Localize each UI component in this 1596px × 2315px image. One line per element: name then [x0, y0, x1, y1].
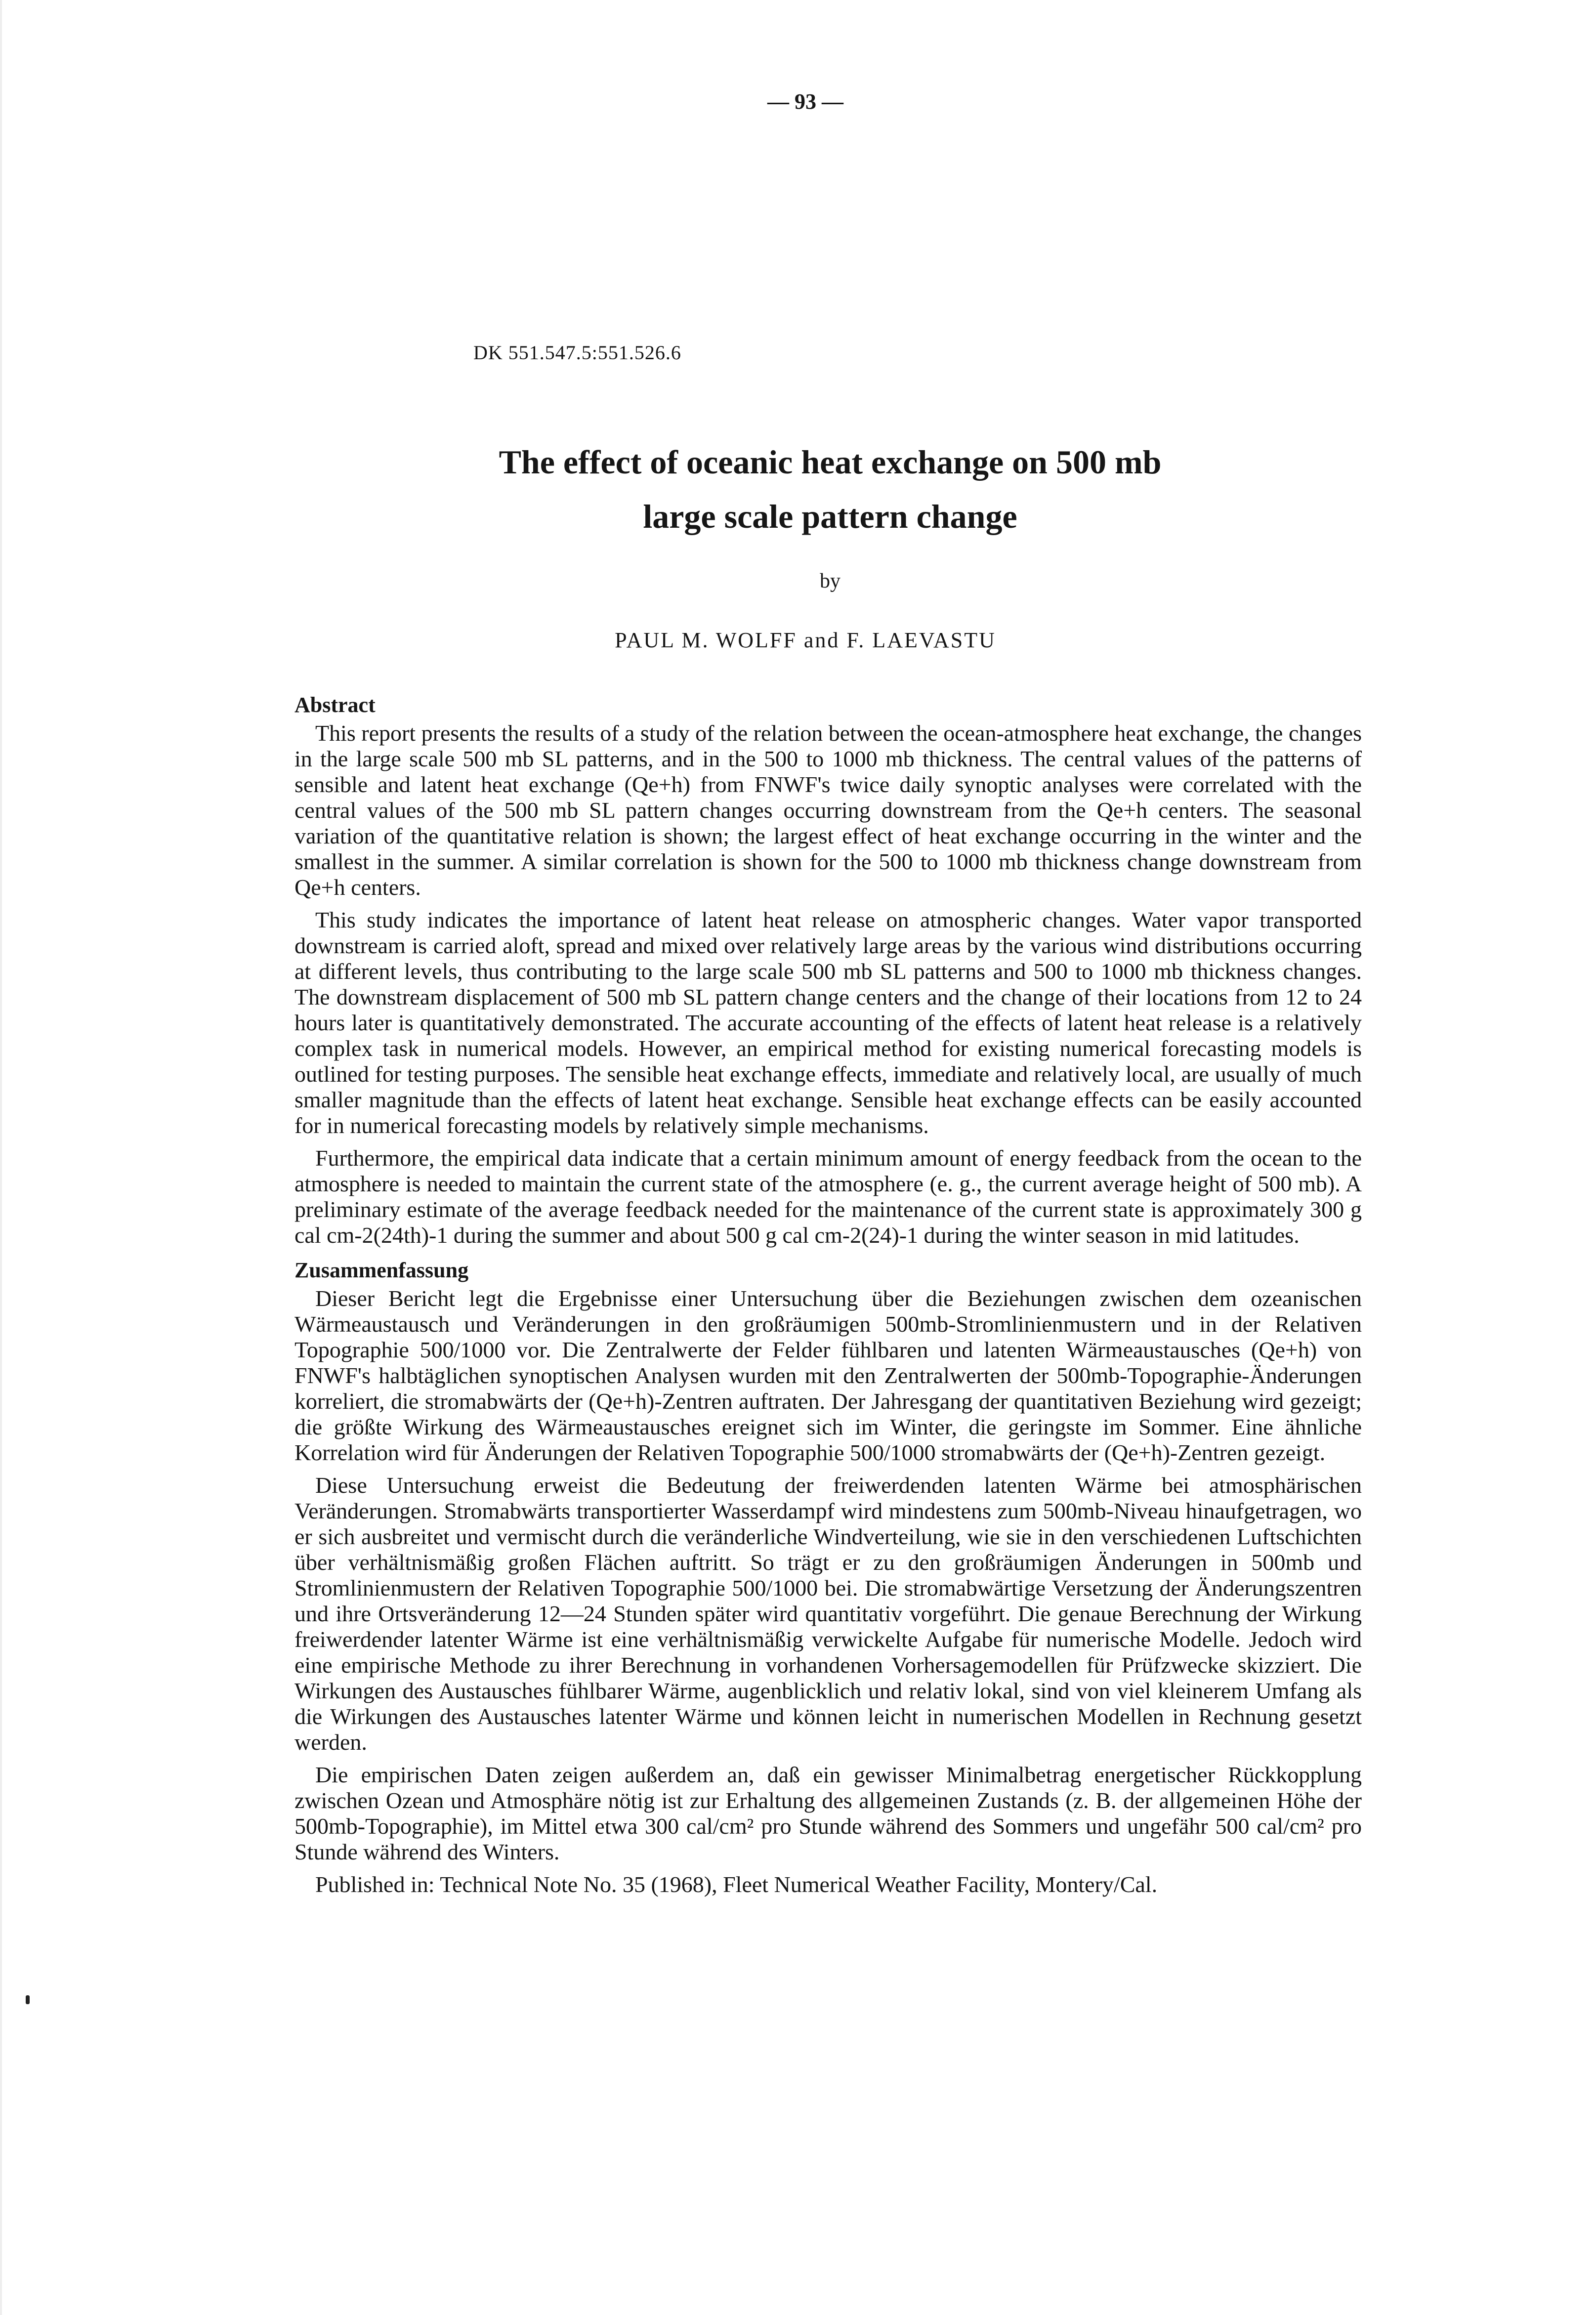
zusammenfassung-section — [294, 1255, 1362, 1865]
title-line-2: large scale pattern change — [643, 498, 1017, 535]
scan-edge — [0, 0, 2, 2315]
zusammenfassung-heading: Zusammenfassung — [294, 1258, 469, 1282]
udc-classification: DK 551.547.5:551.526.6 — [473, 341, 681, 364]
abstract-paragraph: This report presents the results of a study of the relation between the ocean-atmosphere heat exchange, the changes in the large scale 500 mb SL patterns, and in the 500 to 1000 mb thickness. The central values of the patterns of sensible and latent heat exchange (Qe+h) from FNWF's twice daily synoptic analyses were correlated with the central values of the 500 mb SL pattern changes occurring downstream from the Qe+h centers. The seasonal variation of the quantitative relation is shown; the largest effect of heat exchange occurring in the winter and the smallest in the summer. A similar correlation is shown for the 500 to 1000 mb thickness change downstream from Qe+h centers. — [294, 720, 1362, 900]
zusammenfassung-paragraph: Dieser Bericht legt die Ergebnisse einer Untersuchung über die Beziehungen zwischen dem ozeanischen Wärmeaustausch und Veränderungen in den großräumigen 500mb-Stromlinienmustern und in der Relativen Topographie 500/1000 vor. Die Zentralwerte der Felder fühlbaren und latenten Wärmeaustausches (Qe+h) von FNWF's halbtäglichen synoptischen Analysen wurden mit den Zentralwerten der 500mb-Topographie-Änderungen korreliert, die stromabwärts der (Qe+h)-Zentren auftraten. Der Jahresgang der quantitativen Beziehung wird gezeigt; die größte Wirkung des Wärmeaustausches ereignet sich im Winter, die geringste im Sommer. Eine ähnliche Korrelation wird für Änderungen der Relativen Topographie 500/1000 stromabwärts der (Qe+h)-Zentren gezeigt. — [294, 1286, 1362, 1465]
abstract-heading: Abstract — [294, 693, 376, 717]
byline: by — [820, 570, 840, 592]
paper-title — [346, 435, 1314, 544]
zusammenfassung-paragraph: Diese Untersuchung erweist die Bedeutung der freiwerdenden latenten Wärme bei atmosphärischen Veränderungen. Stromabwärts transportierter Wasserdampf wird mindestens zum 500mb-Niveau hinaufgetragen, wo er sich ausbreitet und vermischt durch die veränderliche Windverteilung, wie sie in den verschiedenen Luftschichten über verhältnismäßig großen Flächen auftritt. So trägt er zu den großräumigen Änderungen in 500mb und Stromlinienmustern der Relativen Topographie 500/1000 bei. Die stromabwärtige Versetzung der Änderungszentren und ihre Ortsveränderung 12—24 Stunden später wird quantitativ vorgeführt. Die genaue Berechnung der Wirkung freiwerdender latenter Wärme ist eine verhältnismäßig verwickelte Aufgabe für numerische Modelle. Jedoch wird eine empirische Methode zu ihrer Berechnung in vorhandenen Vorhersagemodellen für Prüfzwecke skizziert. Die Wirkungen des Austausches fühlbarer Wärme, augenblicklich und relativ lokal, sind von viel kleinerem Umfang als die Wirkungen des Austausches latenter Wärme und können leicht in numerischen Modellen in Rechnung gesetzt werden. — [294, 1473, 1362, 1755]
abstract-paragraph: Furthermore, the empirical data indicate that a certain minimum amount of energy feedback from the ocean to the atmosphere is needed to maintain the current state of the atmosphere (e. g., the current average height of 500 mb). A preliminary estimate of the average feedback needed for the maintenance of the current state is approximately 300 g cal cm-2(24th)-1 during the summer and about 500 g cal cm-2(24)-1 during the winter season in mid latitudes. — [294, 1145, 1362, 1248]
page-number: — 93 — — [767, 89, 843, 114]
scan-mark — [26, 1995, 30, 2004]
title-line-1: The effect of oceanic heat exchange on 500 mb — [499, 443, 1162, 481]
body-text — [294, 690, 1362, 1904]
abstract-section — [294, 690, 1362, 1248]
publication-note: Published in: Technical Note No. 35 (1968), Fleet Numerical Weather Facility, Montery/Cal. — [315, 1872, 1158, 1897]
zusammenfassung-paragraph: Die empirischen Daten zeigen außerdem an, daß ein gewisser Minimalbetrag energetischer Rückkopplung zwischen Ozean und Atmosphäre nötig ist zur Erhaltung des allgemeinen Zustands (z. B. der allgemeinen Höhe der 500mb-Topographie), im Mittel etwa 300 cal/cm² pro Stunde während des Sommers und ungefähr 500 cal/cm² pro Stunde während des Winters. — [294, 1762, 1362, 1864]
authors: PAUL M. WOLFF and F. LAEVASTU — [615, 628, 996, 652]
abstract-paragraph: This study indicates the importance of latent heat release on atmospheric changes. Water vapor transported downstream is carried aloft, spread and mixed over relatively large areas by the various wind distributions occurring at different levels, thus contributing to the large scale 500 mb SL patterns and 500 to 1000 mb thickness changes. The downstream displacement of 500 mb SL pattern change centers and the change of their locations from 12 to 24 hours later is quantitatively demonstrated. The accurate accounting of the effects of latent heat release is a relatively complex task in numerical models. However, an empirical method for existing numerical forecasting models is outlined for testing purposes. The sensible heat exchange effects, immediate and relatively local, are usually of much smaller magnitude than the effects of latent heat exchange. Sensible heat exchange effects can be easily accounted for in numerical forecasting models by relatively simple mechanisms. — [294, 907, 1362, 1138]
